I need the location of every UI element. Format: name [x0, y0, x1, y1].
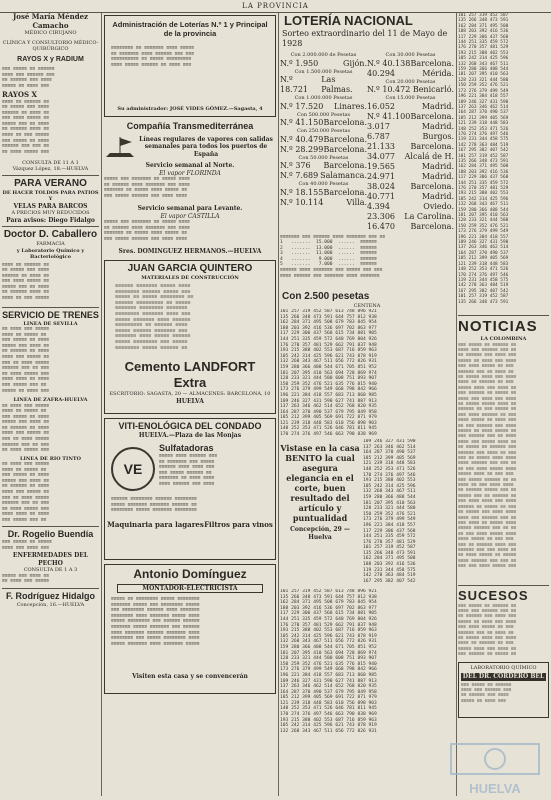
servicio-norte: Servicio semanal al Norte. — [145, 162, 235, 169]
filler-text: ≡≡≡≡ ≡≡ ≡≡≡≡≡≡ ≡≡ ≡≡ ≡≡≡≡≡ ≡≡≡ ≡≡≡≡ ≡≡≡≡≡≡ ≡≡ ≡≡≡≡ ≡≡ ≡≡≡ ≡≡≡≡ ≡≡≡≡≡ ≡≡ ≡≡≡≡≡ ≡≡≡ ≡≡ ≡≡≡≡ ≡≡ ≡≡≡≡≡≡ ≡≡≡≡ ≡≡ ≡≡≡≡ ≡≡ ≡≡≡ ≡≡≡≡≡ ≡≡≡ ≡≡≡≡≡ ≡≡ ≡≡≡≡ ≡≡≡≡≡≡ ≡≡≡ ≡≡≡ ≡≡ ≡≡ ≡≡≡≡ ≡≡≡≡≡ ≡≡≡ — [2, 99, 50, 155]
winning-number-row — [367, 172, 454, 182]
winning-number: 16.052 — [367, 101, 395, 111]
landfort-cement: Cemento LANDFORT Extra — [124, 359, 256, 390]
winning-number: N.º 41.100 — [367, 111, 411, 121]
winning-number-row — [367, 122, 454, 132]
noticias-heading: NOTICIAS — [458, 318, 538, 335]
winning-place: Burgos. — [422, 131, 454, 141]
viti-title: VITI-ENOLÓGICA DEL CONDADO — [118, 420, 262, 431]
colombina-sub: LA COLOMBINA — [480, 336, 527, 342]
rayos-x-label: RAYOS X — [2, 90, 37, 99]
winning-number: 24.971 — [367, 171, 395, 181]
winning-number-row — [280, 145, 367, 155]
winning-number-row — [367, 202, 454, 212]
dominguez-hermanos: Sres. DOMINGUEZ HERMANOS.—HUELVA — [118, 248, 262, 255]
winning-place: Benicarló. — [412, 85, 454, 94]
column-loteria — [280, 13, 454, 796]
winning-number-row — [280, 118, 367, 128]
quintero-ad — [104, 260, 276, 414]
winning-number-row — [367, 59, 454, 69]
vapor-castilla: El vapor CASTILLA — [160, 212, 220, 220]
winning-number: N.º 18.721 — [280, 75, 308, 94]
number-list: 101 257 319 452 587 613 748 896 921 135 266 348 473 591 644 757 812 938 162 284 371 495 508 679 783 845 954 188 203 392 416 536 697 702 863 977 117 229 306 437 568 615 734 881 905 144 251 335 459 572 640 769 804 926 176 270 357 481 529 662 791 837 948 193 215 388 402 553 687 716 859 963 105 242 314 425 596 621 743 878 919 132 268 343 467 511 656 772 826 931 159 280 366 488 544 671 705 851 952 181 207 395 410 563 694 728 869 974 128 233 321 444 580 608 751 893 907 150 259 352 476 521 635 776 815 940 173 276 379 499 549 668 798 842 966 196 221 384 418 557 683 713 860 985 109 246 327 431 590 627 741 887 913 137 263 346 462 514 652 768 820 935 164 287 370 490 537 679 795 849 958 185 212 399 405 569 691 722 871 979 121 239 318 448 583 610 756 898 903 148 252 353 471 526 646 781 811 945 170 274 376 497 546 663 790 838 969 193 215 388 402 553 687 716 859 963 105 242 314 425 596 621 743 878 919 132 268 343 467 511 656 772 826 931 — [280, 589, 377, 734]
number-list: 109 246 327 431 590 137 263 346 462 514 164 287 370 490 537 185 212 399 405 569 121 239 318 448 583 148 252 353 471 526 170 274 376 497 546 193 215 388 402 553 105 242 314 425 596 132 268 343 467 511 159 280 366 488 544 181 207 395 410 563 128 233 321 444 580 150 259 352 476 521 173 276 379 499 549 196 221 384 418 557 117 229 306 437 568 144 251 335 459 572 176 270 357 481 529 101 257 319 452 587 135 266 348 473 591 162 284 371 495 508 188 203 392 416 536 119 231 344 458 575 142 278 363 484 519 167 295 382 407 542 — [363, 439, 416, 584]
doctor-mendez-name: José María Méndez Camacho — [12, 13, 89, 30]
vapor-florinda: El vapor FLORINDA — [159, 169, 221, 177]
winning-place: Villa. — [346, 197, 367, 207]
viti-logo-icon: VE — [111, 447, 155, 491]
velas-line: VELAS PARA BARCOS — [13, 202, 88, 210]
winning-number-row — [280, 188, 367, 198]
winning-place: Barcelona. — [323, 134, 367, 144]
winning-place: Linares. — [334, 101, 367, 111]
loterias-title: Administración de Loterías N.º 1 y Principal de la provincia — [112, 20, 268, 38]
doctor-mendez-title: MÉDICO CIRUJANO — [24, 30, 77, 36]
avisos-line: Para avisos: Diego Fidalgo — [6, 216, 95, 224]
winning-place: Madrid. — [421, 121, 454, 131]
doctor-caballero: Doctor D. Caballero — [3, 229, 98, 240]
winning-number: N.º 1.950 — [280, 58, 319, 68]
sucesos-heading: SUCESOS — [458, 587, 529, 603]
loteria-title: LOTERÍA NACIONAL — [284, 13, 413, 28]
winning-place: Barcelona. — [410, 221, 454, 231]
winning-number-row — [367, 112, 454, 122]
column-noticias — [458, 13, 549, 796]
winning-number-row — [280, 161, 367, 171]
number-list: 101 257 319 452 587 613 748 896 921 135 266 348 473 591 644 757 812 938 162 284 371 495 508 679 783 845 954 188 203 392 416 536 697 702 863 977 117 229 306 437 568 615 734 881 905 144 251 335 459 572 640 769 804 926 176 270 357 481 529 662 791 837 948 193 215 388 402 553 687 716 859 963 105 242 314 425 596 621 743 878 919 132 268 343 467 511 656 772 826 931 159 280 366 488 544 671 705 851 952 181 207 395 410 563 694 728 869 974 128 233 321 444 580 608 751 893 907 150 259 352 476 521 635 776 815 940 173 276 379 499 549 668 798 842 966 196 221 384 418 557 683 713 860 985 109 246 327 431 590 627 741 887 913 137 263 346 462 514 652 768 820 935 164 287 370 490 537 679 795 849 958 185 212 399 405 569 691 722 871 979 121 239 318 448 583 610 756 898 903 148 252 353 471 526 646 781 811 945 170 274 376 497 546 663 790 838 969 — [280, 309, 377, 438]
verano-sub: DE HACER TOLDOS PARA PATIOS Y — [2, 189, 99, 202]
train-schedule: ≡≡ ≡≡≡≡ ≡≡≡ ≡≡≡≡≡ ≡≡≡≡ ≡≡ ≡≡≡≡≡ ≡≡ ≡≡≡ ≡≡≡≡≡ ≡≡ ≡≡≡≡ ≡≡≡≡≡ ≡≡≡ ≡≡≡≡ ≡≡ ≡≡ ≡≡≡≡≡≡ ≡≡ ≡≡≡≡ ≡≡≡≡ ≡≡≡ ≡≡≡≡≡ ≡≡ ≡≡≡ ≡≡ ≡≡≡≡ ≡≡≡≡≡ ≡≡≡≡≡≡ ≡≡≡ ≡≡ ≡≡≡ ≡≡ ≡≡≡≡ ≡≡≡≡≡ ≡≡≡ ≡≡≡≡ ≡≡≡≡ ≡≡ ≡≡≡≡ ≡≡≡ ≡≡≡≡≡ ≡≡≡ ≡≡ — [2, 462, 50, 523]
linea-riotinto: LINEA DE RIO TINTO — [19, 455, 82, 462]
number-list: 101 257 319 452 587 135 266 348 473 591 162 284 371 495 508 188 203 392 416 536 117 229 306 437 568 144 251 335 459 572 176 270 357 481 529 193 215 388 402 553 105 242 314 425 596 132 268 343 467 511 159 280 366 488 544 181 207 395 410 563 128 233 321 444 580 150 259 352 476 521 173 276 379 499 549 196 221 384 418 557 109 246 327 431 590 137 263 346 462 514 164 287 370 490 537 185 212 399 405 569 121 239 318 448 583 148 252 353 471 526 170 274 376 497 546 119 231 344 458 575 142 278 363 484 519 167 295 382 407 542 101 257 319 452 587 135 266 348 473 591 162 284 371 495 508 188 203 392 416 536 117 229 306 437 568 144 251 335 459 572 176 270 357 481 529 193 215 388 402 553 105 242 314 425 596 132 268 343 467 511 159 280 366 488 544 181 207 395 410 563 128 233 321 444 580 150 259 352 476 521 173 276 379 499 549 196 221 384 418 557 109 246 327 431 590 137 263 346 462 514 164 287 370 490 537 185 212 399 405 569 121 239 318 448 583 148 252 353 471 526 170 274 376 497 546 119 231 344 458 575 142 278 363 484 519 167 295 382 407 542 101 257 319 452 587 135 266 348 473 591 — [458, 13, 509, 305]
winning-number: 21.133 — [367, 141, 395, 151]
loterias-administrator: Su administrador: JOSÉ VIDES GÓMEZ.—Sagasta, 4 — [117, 106, 263, 112]
prize-amount: Con 2.000.000 de Pesetas — [290, 52, 357, 58]
winning-number-row — [367, 142, 454, 152]
winning-place: Barcelona. — [323, 118, 367, 127]
viti-sub: HUELVA.—Plaza de las Monjas — [138, 431, 242, 439]
filler-text: ≡≡≡≡≡ ≡≡≡ ≡≡≡≡ ≡≡ ≡≡ ≡≡≡≡ ≡≡≡ ≡≡≡≡≡ — [2, 573, 50, 585]
winning-place: Barcelona. — [410, 111, 454, 121]
winning-number-row — [280, 198, 367, 208]
column-rule — [278, 13, 279, 796]
winning-number-row — [367, 85, 454, 95]
winning-place: Barcelona. — [323, 187, 367, 197]
winning-place: Barcelona. — [410, 58, 454, 68]
enfermedades-pecho: ENFERMEDADES DEL PECHO — [12, 552, 89, 567]
winning-place: La Carolina. — [404, 211, 454, 221]
winning-number: N.º 40.479 — [280, 134, 324, 144]
prize-amount: Con 1.500.000 Pesetas — [294, 68, 353, 75]
winning-number-row — [367, 192, 454, 202]
approximations-table: ≡≡≡≡≡≡≡ ≡≡≡ ≡≡≡≡≡≡ ≡≡≡≡ ≡≡≡≡≡≡≡ ≡≡≡ ≡≡ 1 ....... 15.000 ...... ≡≡≡≡≡≡ 2 ....... 13.000 ...... ≡≡≡≡≡≡ 3 ....... 11.000 ...... ≡≡≡≡≡≡ 4 ....... 9.000 ...... ≡≡≡≡≡≡ 5 ....... 7.000 ...... ≡≡≡≡≡≡ ≡≡≡≡≡≡ ≡≡≡≡ ≡≡≡≡≡≡≡ ≡≡≡ ≡≡≡≡≡ ≡≡≡ ≡≡≡ ≡≡≡≡ ≡≡≡≡≡≡ ≡≡≡ ≡≡≡≡≡≡≡ ≡≡≡≡ ≡≡≡≡≡≡≡ — [280, 234, 386, 279]
winning-place: Madrid. — [421, 101, 454, 111]
quintero-address: ESCRITORIO: SAGASTA, 20 — ALMACENES: BARCELONA, 10 — [109, 391, 271, 397]
winning-place: Barcelona. — [410, 141, 454, 151]
clinica-line: CLÍNICA Y CONSULTORIO MÉDICO-QUIRÚRGICO — [2, 39, 99, 52]
filler-text: ≡≡≡≡ ≡≡ ≡≡≡≡≡≡ ≡≡ ≡≡ ≡≡≡≡≡ ≡≡≡ ≡≡≡≡ ≡≡≡≡≡≡ ≡≡ ≡≡≡≡ ≡≡ ≡≡≡ ≡≡≡≡ ≡≡≡≡≡ ≡≡ ≡≡≡≡≡ ≡≡≡ ≡≡ ≡≡≡≡ ≡≡ ≡≡≡≡≡≡ ≡≡≡≡ ≡≡ ≡≡≡≡ ≡≡ ≡≡≡ ≡≡≡≡≡ — [2, 262, 50, 302]
winning-number: 40.294 — [367, 68, 395, 78]
filler-text: ≡≡≡≡≡ ≡≡≡ ≡≡≡≡≡≡≡ ≡≡ ≡≡≡≡≡ ≡≡≡≡ ≡≡ ≡≡≡≡≡≡ ≡≡≡≡ ≡≡≡≡≡≡≡ ≡≡≡ ≡≡≡≡ ≡≡≡≡≡≡≡ ≡≡ ≡≡≡≡≡ ≡≡≡≡ ≡≡≡≡≡ ≡≡ ≡≡≡ ≡≡≡≡≡ ≡≡≡≡≡≡ ≡≡≡ ≡≡≡≡ ≡≡≡≡ — [104, 177, 190, 199]
consulta-buendia: CONSULTA DE 1 A 3 — [23, 567, 78, 573]
stamp-emblem-icon — [447, 742, 543, 776]
results-right — [367, 52, 454, 232]
prize-amount: Con 50.000 Pesetas — [298, 154, 349, 161]
winning-number: N.º 17.520 — [280, 101, 324, 111]
servicio-levante: Servicio semanal para Levante. — [137, 205, 243, 212]
winning-number: N.º 41.150 — [280, 118, 324, 127]
winning-number-row — [280, 59, 367, 69]
winning-number: 40.771 — [367, 191, 395, 201]
winning-number: 38.024 — [367, 181, 395, 191]
transmediterranea-sub: Líneas regulares de vapores con salidas semanales para todos los puertos de España — [139, 135, 273, 158]
filler-text: ≡≡≡ ≡≡≡≡≡ ≡≡ ≡≡≡≡≡≡ ≡≡≡≡ ≡≡≡ ≡≡≡≡≡≡ ≡≡≡ ≡≡ ≡≡≡≡≡≡ ≡≡≡ ≡≡≡≡ ≡≡≡≡≡ ≡≡ ≡≡≡≡ ≡≡≡ — [461, 682, 512, 704]
winning-number-row — [280, 171, 367, 181]
loterias-ad — [104, 15, 276, 117]
train-schedule: ≡≡ ≡≡≡≡ ≡≡≡ ≡≡≡≡≡ ≡≡≡≡ ≡≡ ≡≡≡≡≡ ≡≡ ≡≡≡ ≡≡≡≡≡ ≡≡ ≡≡≡≡ ≡≡≡≡≡ ≡≡≡ ≡≡≡≡ ≡≡ ≡≡ ≡≡≡≡≡≡ ≡≡ ≡≡≡≡ ≡≡≡≡ ≡≡≡ ≡≡≡≡≡ ≡≡ ≡≡≡ ≡≡ ≡≡≡≡ ≡≡≡≡≡ ≡≡≡≡≡≡ ≡≡≡ ≡≡ ≡≡≡ ≡≡ ≡≡≡≡ ≡≡≡≡≡ ≡≡≡ ≡≡≡≡ ≡≡≡≡ ≡≡ ≡≡≡≡ ≡≡≡ ≡≡≡≡≡ ≡≡≡ ≡≡ ≡≡≡≡≡ ≡≡ ≡≡≡≡ ≡≡≡ — [2, 327, 50, 394]
winning-number: N.º 7.689 — [280, 171, 319, 180]
winning-number: N.º 10.114 — [280, 197, 324, 207]
winning-number: 6.787 — [367, 131, 390, 141]
quintero-sub: MATERIALES DE CONSTRUCCIÓN — [141, 274, 239, 281]
winning-number-row — [367, 182, 454, 192]
filler-text: ≡≡≡≡≡ ≡≡ ≡≡≡≡≡≡≡≡ ≡≡≡≡≡ ≡≡≡≡≡≡≡≡ ≡≡≡≡≡≡≡ ≡≡≡≡≡ ≡≡≡ ≡≡≡≡≡≡≡≡ ≡≡≡≡≡ ≡≡≡ ≡≡≡≡≡≡≡≡ ≡≡≡≡≡≡ ≡≡≡≡ ≡≡≡≡≡≡≡ ≡≡≡≡≡≡≡≡ ≡≡≡≡ ≡≡≡≡≡≡≡ ≡≡≡≡≡ ≡≡≡≡ ≡≡≡≡≡ ≡≡≡≡≡≡≡≡ ≡≡≡ ≡≡≡≡≡≡ ≡≡≡≡≡≡ ≡≡≡≡≡≡≡ ≡≡≡≡≡ ≡≡≡≡≡≡≡ ≡≡≡ ≡≡≡≡≡≡ ≡≡≡≡ ≡≡≡≡≡≡≡ ≡≡≡≡≡≡ ≡≡≡≡≡≡≡ ≡≡≡≡ ≡≡≡≡≡≡≡≡ ≡≡≡ ≡≡≡≡≡ ≡≡≡≡≡≡≡≡ ≡≡≡≡ ≡≡≡≡≡ ≡≡≡≡≡≡≡ ≡≡≡≡ ≡≡≡≡≡≡≡ ≡≡≡≡≡ — [111, 597, 200, 647]
winning-place: Oviedo. — [423, 201, 454, 211]
winning-place: Madrid. — [421, 171, 454, 181]
column-ads-left — [2, 13, 99, 796]
precios-line: A PRECIOS MUY REDUCIDOS — [11, 210, 90, 216]
winning-number: N.º 40.138 — [367, 58, 411, 68]
viti-maquinaria: Maquinaria para lagares — [107, 520, 204, 529]
antonio-sub: MONTADOR-ELECTRICISTA — [117, 584, 263, 594]
laboratorio-label: y Laboratorio Químico y Bacteriológico — [16, 247, 85, 260]
loteria-subtitle: Sorteo extraordinario del 11 de Mayo de 1928 — [282, 29, 448, 48]
winning-number: N.º 18.155 — [280, 187, 324, 197]
winning-number-row — [367, 212, 454, 222]
winning-number: 34.077 — [367, 151, 395, 161]
benito-address: Concepción, 29 — Huelva — [290, 526, 350, 541]
winning-place: Barcelona. — [323, 144, 367, 154]
viti-sulfatadoras: Sulfatadoras — [159, 443, 214, 453]
verano-heading: PARA VERANO — [14, 177, 87, 189]
doctor-buendia: Dr. Rogelio Buendía — [7, 529, 94, 539]
prize-amount: Con 1.000.000 Pesetas — [294, 95, 353, 101]
news-text: ≡≡≡ ≡≡≡≡≡ ≡≡ ≡≡≡≡≡≡ ≡≡ ≡≡≡≡ ≡≡≡ ≡≡≡≡≡≡ ≡≡≡ ≡≡ ≡≡ ≡≡≡≡≡≡ ≡≡≡ ≡≡≡≡ ≡≡≡ ≡≡≡≡≡ ≡≡ ≡≡≡≡ ≡≡≡ ≡≡≡≡ ≡≡≡ ≡≡≡≡ ≡≡≡≡≡ ≡≡ ≡≡≡ ≡≡≡≡≡≡ ≡≡≡ ≡≡ ≡≡≡≡ ≡≡ ≡≡ ≡≡≡≡≡ ≡≡≡≡ ≡≡≡ ≡≡≡≡ ≡≡≡≡ ≡≡ ≡≡≡≡≡≡ ≡≡ ≡≡≡ ≡≡≡≡≡ ≡≡≡≡ ≡≡≡ ≡≡≡≡ ≡≡ ≡≡≡ ≡≡≡≡≡≡ ≡≡ ≡≡≡≡≡ ≡≡ ≡≡≡≡ ≡≡≡ ≡≡≡≡ ≡≡≡ ≡≡≡≡ ≡≡ ≡≡≡≡≡ ≡≡≡≡≡ ≡≡≡≡ ≡≡ ≡≡≡≡≡≡ ≡≡ ≡≡≡ ≡≡≡≡≡ ≡≡ ≡≡≡ ≡≡≡≡ ≡≡≡≡≡≡ ≡≡ ≡≡≡ ≡≡≡≡ ≡≡≡≡≡ ≡≡ ≡≡≡≡ ≡≡≡ ≡≡ ≡≡≡ ≡≡≡≡≡≡ ≡≡≡ ≡≡≡≡ ≡≡≡≡≡ ≡≡ ≡≡≡≡ ≡≡≡≡≡ ≡≡ ≡≡≡ ≡≡≡≡≡≡ ≡≡≡ ≡≡ ≡≡≡≡ ≡≡≡≡ ≡≡≡ ≡≡≡≡≡ ≡≡≡≡ ≡≡ ≡≡ ≡≡≡≡≡ ≡≡ ≡≡≡≡≡≡ ≡≡≡ ≡≡≡≡≡≡ ≡≡≡ ≡≡≡≡ ≡≡ ≡≡≡ ≡≡≡ ≡≡ ≡≡≡≡≡ ≡≡≡≡ ≡≡≡≡ ≡≡≡≡ ≡≡≡≡≡≡ ≡≡≡ ≡≡≡ ≡≡ ≡≡ ≡≡≡ ≡≡≡≡ ≡≡≡≡≡ ≡≡≡≡ ≡≡≡≡≡ ≡≡≡≡ ≡≡ ≡≡≡ ≡≡≡ ≡≡≡ ≡≡≡≡≡ ≡≡≡≡≡≡ ≡≡ ≡≡ ≡≡≡≡ ≡≡ ≡≡≡ ≡≡≡≡ ≡≡≡≡ ≡≡ ≡≡≡≡≡≡ ≡≡≡≡≡ ≡≡≡ ≡≡ ≡≡≡≡≡ ≡≡≡ ≡≡ ≡≡≡≡≡≡ ≡≡ ≡≡≡ ≡≡≡≡ ≡≡≡≡ ≡≡≡ ≡≡≡≡ ≡≡≡≡≡≡ ≡≡ ≡≡≡≡≡ ≡≡ ≡≡≡ ≡≡ ≡≡≡≡≡ ≡≡≡ ≡≡≡≡ ≡≡≡≡ ≡≡≡≡ ≡≡≡ ≡≡≡≡≡≡ ≡≡≡ ≡≡ ≡≡≡ ≡≡≡≡ ≡≡ ≡≡≡≡≡ ≡≡≡≡ ≡≡≡≡≡ ≡≡≡≡≡≡ ≡≡≡ ≡≡ ≡≡ ≡≡ ≡≡≡ ≡≡≡≡ ≡≡≡≡≡ ≡≡≡≡ ≡≡≡≡ ≡≡≡≡≡ ≡≡ ≡≡≡ ≡≡≡ ≡≡≡ ≡≡ ≡≡≡≡≡≡ ≡≡≡≡ ≡≡≡ ≡≡≡≡≡≡ ≡≡≡ ≡≡≡ ≡≡≡≡ ≡≡ ≡≡ ≡≡≡≡ ≡≡≡≡≡ ≡≡ ≡≡≡≡≡ ≡≡≡≡ ≡≡≡≡≡≡ ≡≡≡ ≡≡≡ ≡≡ ≡≡≡ ≡≡≡ ≡≡≡≡ ≡≡≡≡≡ ≡≡≡ — [458, 342, 517, 570]
winning-number-row — [367, 152, 454, 162]
winning-place: Gijón. — [343, 58, 367, 68]
winning-number: 4.394 — [367, 201, 390, 211]
prize-amount: Con 20.000 Pesetas — [385, 78, 436, 85]
winning-place: Barcelona. — [323, 161, 367, 170]
winning-place: Alcalá de H. — [404, 151, 454, 161]
quintero-city: HUELVA — [176, 397, 204, 405]
materials-list: ≡≡≡≡≡≡ ≡≡≡≡≡≡≡ ≡≡≡≡≡ ≡≡≡≡ ≡≡≡≡≡≡≡≡ ≡≡≡≡≡≡ ≡≡≡≡≡ ≡≡≡ ≡≡≡≡≡ ≡≡ ≡≡≡≡≡ ≡≡≡≡≡≡≡≡ ≡≡ ≡≡≡≡≡≡ ≡≡≡≡≡≡≡≡≡ ≡≡ ≡≡≡≡≡ ≡≡≡≡≡≡≡ ≡≡≡≡≡≡≡≡ ≡≡≡≡≡≡≡ ≡≡≡≡≡≡≡≡ ≡≡≡≡≡≡≡ ≡≡≡≡ ≡≡≡ ≡≡≡≡≡ ≡≡≡≡≡≡≡ ≡≡≡≡ ≡≡≡≡≡≡ ≡≡≡≡≡≡≡≡≡ ≡≡ ≡≡≡≡≡≡ ≡≡≡≡ ≡≡≡≡≡ ≡≡≡≡≡≡ ≡≡≡≡≡≡≡ ≡≡≡ ≡≡≡≡≡≡≡ ≡≡≡≡ ≡≡≡≡≡ ≡≡≡≡≡≡ ≡≡≡≡≡ ≡≡≡≡≡≡≡≡ ≡≡≡ ≡≡≡≡≡ ≡≡≡≡≡≡≡≡ ≡≡≡≡≡ ≡≡≡≡≡≡ ≡≡ — [115, 284, 194, 351]
winning-place: Madrid. — [421, 161, 454, 171]
winning-number-row — [280, 135, 367, 145]
rodriguez-address: Concepción, 16.—HUELVA — [16, 601, 85, 608]
prize-amount: Con 40.000 Pesetas — [298, 181, 349, 187]
antonio-title: Antonio Domínguez — [133, 566, 247, 581]
prize-amount: Con 15.000 Pesetas — [385, 95, 436, 101]
filler-text: ≡≡≡≡≡≡ ≡≡≡≡≡≡≡≡ ≡≡≡≡≡≡ ≡≡≡≡≡≡≡≡ ≡≡≡≡≡ ≡≡≡≡≡≡≡ ≡≡≡≡≡≡≡ ≡≡≡≡≡≡ ≡≡ ≡≡≡≡≡≡≡≡ ≡≡≡≡≡ ≡≡≡≡≡≡≡ ≡≡≡≡≡≡≡≡ — [111, 497, 197, 514]
filler-text: ≡≡≡≡≡ ≡≡≡≡ ≡≡≡≡≡≡ ≡≡≡ ≡≡ ≡≡≡≡≡≡≡ ≡≡≡ ≡≡≡≡≡ ≡≡≡≡≡≡ ≡≡≡≡ ≡≡≡≡ ≡≡≡ ≡≡≡ ≡≡≡≡≡ ≡≡≡≡≡≡ ≡≡ ≡≡≡≡≡≡≡ ≡≡ ≡≡≡≡ ≡≡≡≡ ≡≡≡≡ ≡≡≡≡≡≡ ≡≡≡ ≡≡≡≡ — [159, 454, 218, 487]
winning-number-row — [367, 69, 454, 79]
winning-number: N.º 10.472 — [367, 85, 411, 94]
prize-amount: Con 250.000 Pesetas — [296, 128, 351, 134]
library-stamp: HUELVA — [447, 742, 543, 794]
consulta-hours: CONSULTA DE 11 A 1 — [22, 159, 79, 166]
column-rule — [101, 13, 102, 796]
masthead: LA PROVINCIA — [0, 0, 551, 13]
winning-number: 19.565 — [367, 161, 395, 171]
filler-text: ≡≡≡ ≡≡≡≡≡ ≡≡ ≡≡≡≡≡≡ ≡≡≡≡ ≡≡≡ ≡≡≡≡≡≡ ≡≡≡ ≡≡ ≡≡≡≡≡≡ ≡≡≡ ≡≡≡≡ ≡≡≡≡≡ ≡≡ ≡≡≡≡ ≡≡≡ — [2, 67, 55, 89]
winning-place: Madrid. — [421, 191, 454, 201]
antonio-footer: Visiten esta casa y se convencerán — [132, 673, 248, 680]
winning-number: N.º 28.299 — [280, 144, 324, 154]
antonio-dominguez-ad — [104, 564, 276, 694]
centena-label: CENTENA — [353, 302, 381, 309]
farmacia-label: FARMACIA — [36, 241, 65, 247]
winning-number-row — [367, 222, 454, 232]
linea-sevilla: LINEA DE SEVILLA — [23, 320, 78, 327]
linea-zafra: LINEA DE ZAFRA-HUELVA — [13, 397, 88, 403]
prize-amount: Con 30.000 Pesetas — [385, 52, 436, 58]
cordero-heading: DEL DR. CORDERO BEL — [462, 673, 545, 680]
winning-place: Mérida. — [422, 68, 454, 78]
benito-ad: Vistase en la casa BENITO la cual asegura elegancia en el corte, buen resultado del artículo y puntualidad — [280, 443, 360, 523]
cordero-ad — [458, 662, 549, 718]
filler-text: ≡≡≡≡≡≡≡≡ ≡≡ ≡≡≡≡≡≡≡ ≡≡≡≡ ≡≡≡≡≡ ≡≡ ≡≡≡≡≡≡≡ ≡≡≡≡ ≡≡≡≡≡≡ ≡≡≡ ≡≡≡ ≡≡≡≡≡≡≡≡≡≡ ≡≡ ≡≡≡≡≡ ≡≡≡≡≡≡≡≡≡ ≡≡≡≡ ≡≡≡≡≡ ≡≡≡≡≡≡ ≡≡ ≡≡≡≡ ≡≡≡ — [111, 46, 194, 68]
doctor-address: Vázquez López, 18.—HUELVA — [12, 166, 89, 172]
winning-number: 23.306 — [367, 211, 395, 221]
laboratorio-label: LABORATORIO QUÍMICO — [470, 664, 537, 671]
viti-enologica-ad — [104, 418, 276, 560]
trenes-heading: SERVICIO DE TRENES — [2, 309, 99, 320]
winning-number-row — [367, 162, 454, 172]
winning-place: Las Palmas. — [321, 75, 353, 94]
news-text: ≡≡≡ ≡≡≡≡≡ ≡≡ ≡≡≡≡≡≡ ≡≡ ≡≡≡≡ ≡≡≡ ≡≡≡≡≡≡ ≡≡≡ ≡≡ ≡≡ ≡≡≡≡≡≡ ≡≡≡ ≡≡≡≡ ≡≡≡ ≡≡≡≡≡ ≡≡ ≡≡≡≡ ≡≡≡ ≡≡≡≡ ≡≡≡ ≡≡≡≡ ≡≡≡≡≡ ≡≡ ≡≡≡ ≡≡≡≡≡≡ ≡≡≡ ≡≡ ≡≡≡≡ ≡≡ ≡≡ ≡≡≡≡≡ ≡≡≡≡ ≡≡≡ ≡≡≡≡ ≡≡≡≡ ≡≡ ≡≡≡≡≡≡ ≡≡ ≡≡≡ ≡≡≡≡≡ ≡≡≡≡ ≡≡≡ ≡≡≡≡ ≡≡ ≡≡≡ ≡≡≡≡≡≡ ≡≡ ≡≡≡≡≡ ≡≡ — [458, 603, 517, 658]
transmediterranea-title: Compañía Transmediterránea — [126, 121, 254, 131]
winning-place: Salamanca. — [320, 171, 367, 180]
filler-text: ≡≡≡ ≡≡≡≡≡ ≡≡ ≡≡≡≡≡ ≡≡≡≡ ≡≡≡ ≡≡≡≡ ≡≡≡ — [2, 540, 52, 551]
prize-amount: Con 500.000 Pesetas — [296, 111, 351, 118]
winning-number-row — [280, 102, 367, 112]
quintero-title: JUAN GARCIA QUINTERO — [127, 262, 253, 274]
winning-number: 16.470 — [367, 221, 395, 231]
ship-flag-icon — [104, 135, 136, 159]
winning-number-row — [367, 102, 454, 112]
winning-place: Barcelona. — [410, 181, 454, 191]
viti-filtros: Filtros para vinos — [204, 520, 273, 529]
train-schedule: ≡≡ ≡≡≡≡ ≡≡≡ ≡≡≡≡≡ ≡≡≡≡ ≡≡ ≡≡≡≡≡ ≡≡ ≡≡≡ ≡≡≡≡≡ ≡≡ ≡≡≡≡ ≡≡≡≡≡ ≡≡≡ ≡≡≡≡ ≡≡ ≡≡ ≡≡≡≡≡≡ ≡≡ ≡≡≡≡ ≡≡≡≡ ≡≡≡ ≡≡≡≡≡ ≡≡ ≡≡≡ ≡≡ ≡≡≡≡ ≡≡≡≡≡ ≡≡≡≡≡≡ ≡≡≡ ≡≡ ≡≡≡ ≡≡ ≡≡≡≡ ≡≡≡≡≡ ≡≡≡ — [2, 403, 50, 454]
winning-number: N.º 376 — [280, 161, 311, 170]
filler-text: ≡≡≡≡≡ ≡≡≡ ≡≡≡≡≡≡≡ ≡≡ ≡≡≡≡≡ ≡≡≡≡ ≡≡ ≡≡≡≡≡≡ ≡≡≡≡ ≡≡≡≡≡≡≡ ≡≡≡ ≡≡≡≡ ≡≡≡≡≡≡≡ ≡≡ ≡≡≡≡≡ ≡≡≡≡ ≡≡≡≡≡ ≡≡ ≡≡≡ ≡≡≡≡≡ ≡≡≡≡≡≡ ≡≡≡ ≡≡≡≡ ≡≡≡≡ — [104, 220, 190, 242]
winning-number-row — [367, 132, 454, 142]
rodriguez-hidalgo: F. Rodríguez Hidalgo — [6, 590, 95, 601]
con-2500: Con 2.500 pesetas — [282, 290, 370, 302]
winning-number: 3.017 — [367, 121, 390, 131]
column-rule — [456, 13, 457, 796]
column-ads-center — [104, 13, 276, 796]
results-left — [280, 52, 367, 232]
rayos-heading: RAYOS X y RADIUM — [17, 55, 84, 63]
winning-number-row — [280, 75, 367, 95]
